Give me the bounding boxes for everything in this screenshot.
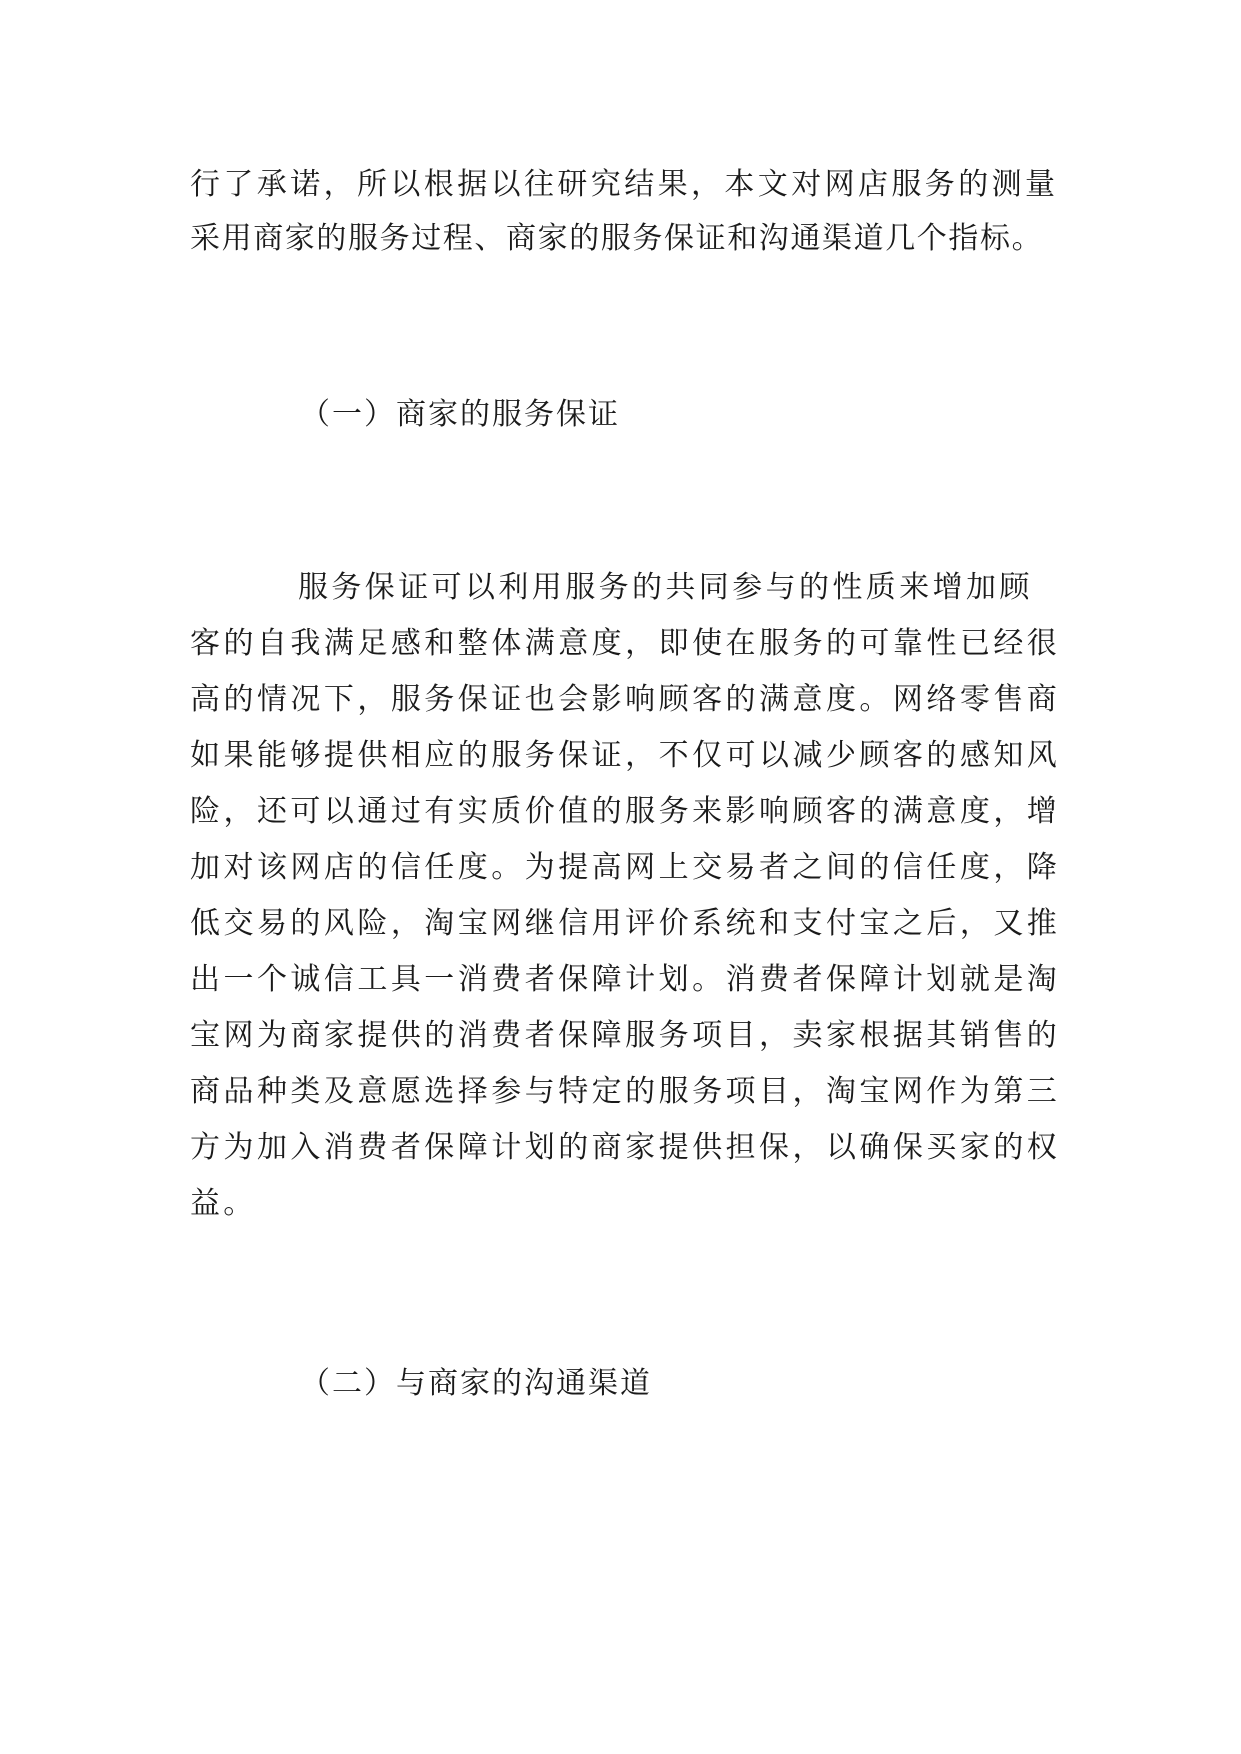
paragraph-line-9: 宝网为商家提供的消费者保障服务项目，卖家根据其销售的 (190, 1018, 1060, 1053)
intro-line-2: 采用商家的服务过程、商家的服务保证和沟通渠道几个指标。 (190, 221, 1044, 256)
paragraph-line-8: 出一个诚信工具一消费者保障计划。消费者保障计划就是淘 (190, 962, 1060, 997)
paragraph-line-4: 如果能够提供相应的服务保证，不仅可以减少顾客的感知风 (190, 738, 1060, 773)
paragraph-line-11: 方为加入消费者保障计划的商家提供担保，以确保买家的权 (190, 1130, 1060, 1165)
section-heading-1: （一）商家的服务保证 (300, 397, 620, 432)
paragraph-line-3: 高的情况下，服务保证也会影响顾客的满意度。网络零售商 (190, 682, 1060, 717)
paragraph-line-10: 商品种类及意愿选择参与特定的服务项目，淘宝网作为第三 (190, 1074, 1060, 1109)
paragraph-line-12: 益。 (190, 1186, 257, 1221)
paragraph-line-7: 低交易的风险，淘宝网继信用评价系统和支付宝之后，又推 (190, 906, 1060, 941)
intro-line-1: 行了承诺，所以根据以往研究结果，本文对网店服务的测量 (190, 167, 1059, 202)
paragraph-line-5: 险，还可以通过有实质价值的服务来影响顾客的满意度，增 (190, 794, 1060, 829)
section-heading-2: （二）与商家的沟通渠道 (300, 1366, 652, 1401)
paragraph-line-6: 加对该网店的信任度。为提高网上交易者之间的信任度，降 (190, 850, 1060, 885)
paragraph-line-2: 客的自我满足感和整体满意度，即使在服务的可靠性已经很 (190, 626, 1060, 661)
paragraph-line-1: 服务保证可以利用服务的共同参与的性质来增加顾 (298, 570, 1033, 605)
